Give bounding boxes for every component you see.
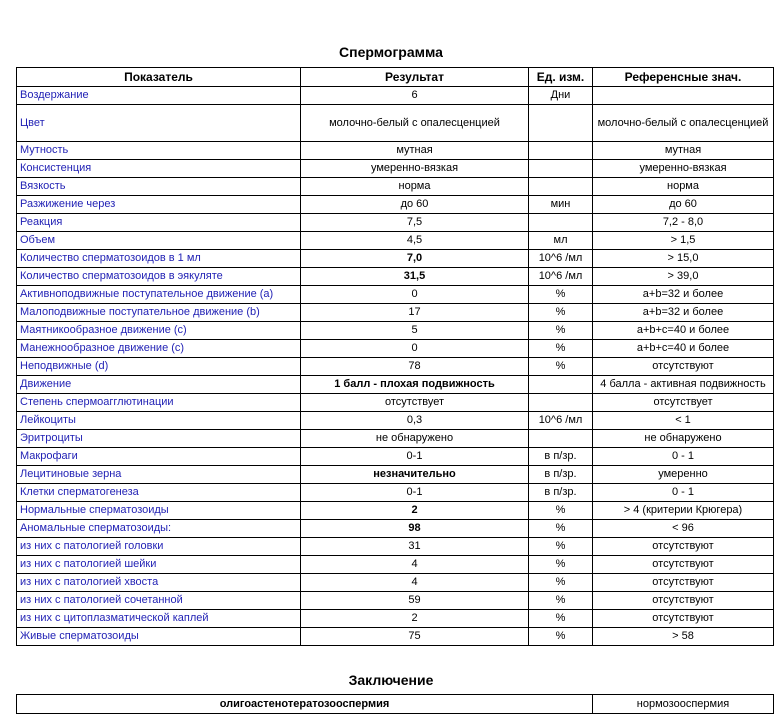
row-result: 4,5 — [301, 232, 529, 250]
row-reference: a+b+c=40 и более — [593, 322, 774, 340]
row-reference: до 60 — [593, 196, 774, 214]
row-reference: > 58 — [593, 628, 774, 646]
table-row — [17, 340, 774, 358]
row-indicator: Макрофаги — [17, 448, 301, 466]
row-indicator: Малоподвижные поступательное движение (b) — [17, 304, 301, 322]
table-row — [17, 286, 774, 304]
row-reference: 0 - 1 — [593, 484, 774, 502]
row-unit — [529, 178, 593, 196]
table-row — [17, 484, 774, 502]
row-result: до 60 — [301, 196, 529, 214]
row-result: 4 — [301, 556, 529, 574]
row-unit: 10^6 /мл — [529, 412, 593, 430]
row-result: 0-1 — [301, 484, 529, 502]
row-reference: < 96 — [593, 520, 774, 538]
row-indicator: Вязкость — [17, 178, 301, 196]
row-reference: 0 - 1 — [593, 448, 774, 466]
table-row — [17, 502, 774, 520]
row-indicator: из них с патологией шейки — [17, 556, 301, 574]
row-unit — [529, 105, 593, 142]
row-unit: в п/зр. — [529, 448, 593, 466]
row-reference: > 4 (критерии Крюгера) — [593, 502, 774, 520]
row-reference: a+b=32 и более — [593, 286, 774, 304]
table-row — [17, 628, 774, 646]
row-result: 2 — [301, 610, 529, 628]
table-row — [17, 196, 774, 214]
table-row — [17, 556, 774, 574]
row-indicator: Манежнообразное движение (c) — [17, 340, 301, 358]
row-reference: 4 балла - активная подвижность — [593, 376, 774, 394]
row-result: молочно-белый с опалесценцией — [301, 105, 529, 142]
row-unit: % — [529, 340, 593, 358]
row-indicator: Воздержание — [17, 87, 301, 105]
row-result: 75 — [301, 628, 529, 646]
row-reference — [593, 87, 774, 105]
row-result: 6 — [301, 87, 529, 105]
row-unit — [529, 142, 593, 160]
row-indicator: из них с цитоплазматической каплей — [17, 610, 301, 628]
row-unit: 10^6 /мл — [529, 268, 593, 286]
row-result: 17 — [301, 304, 529, 322]
table-row — [17, 430, 774, 448]
row-indicator: Консистенция — [17, 160, 301, 178]
row-indicator: из них с патологией сочетанной — [17, 592, 301, 610]
row-result: 59 — [301, 592, 529, 610]
row-result: 98 — [301, 520, 529, 538]
row-indicator: Реакция — [17, 214, 301, 232]
row-result: 7,0 — [301, 250, 529, 268]
table-row — [17, 105, 774, 142]
conclusion-title: Заключение — [348, 672, 434, 688]
row-indicator: Движение — [17, 376, 301, 394]
row-unit: % — [529, 574, 593, 592]
row-indicator: из них с патологией головки — [17, 538, 301, 556]
table-row — [17, 232, 774, 250]
row-indicator: Цвет — [17, 105, 301, 142]
row-result: 4 — [301, 574, 529, 592]
row-unit: в п/зр. — [529, 466, 593, 484]
row-reference: > 39,0 — [593, 268, 774, 286]
row-indicator: Степень спермоагглютинации — [17, 394, 301, 412]
row-unit: % — [529, 286, 593, 304]
row-result: незначительно — [301, 466, 529, 484]
row-unit — [529, 394, 593, 412]
row-unit — [529, 376, 593, 394]
header-indicator: Показатель — [17, 68, 301, 87]
row-reference: a+b=32 и более — [593, 304, 774, 322]
table-row — [17, 376, 774, 394]
row-result: 0-1 — [301, 448, 529, 466]
row-indicator: Мутность — [17, 142, 301, 160]
conclusion-value: олигоастенотератозооспермия — [17, 695, 593, 714]
row-reference: a+b+c=40 и более — [593, 340, 774, 358]
row-indicator: Неподвижные (d) — [17, 358, 301, 376]
row-result: мутная — [301, 142, 529, 160]
results-table — [16, 67, 774, 646]
row-indicator: Клетки сперматогенеза — [17, 484, 301, 502]
row-indicator: Лейкоциты — [17, 412, 301, 430]
table-header-row — [17, 68, 774, 87]
table-row — [17, 178, 774, 196]
row-reference: отсутствует — [593, 394, 774, 412]
row-unit: мл — [529, 232, 593, 250]
row-result: умеренно-вязкая — [301, 160, 529, 178]
row-reference: > 1,5 — [593, 232, 774, 250]
row-unit: % — [529, 322, 593, 340]
row-result: 0 — [301, 340, 529, 358]
row-result: 78 — [301, 358, 529, 376]
row-result: 2 — [301, 502, 529, 520]
row-unit: Дни — [529, 87, 593, 105]
row-result: не обнаружено — [301, 430, 529, 448]
header-result: Результат — [301, 68, 529, 87]
row-reference: умеренно-вязкая — [593, 160, 774, 178]
row-indicator: Объем — [17, 232, 301, 250]
row-unit — [529, 430, 593, 448]
row-reference: 7,2 - 8,0 — [593, 214, 774, 232]
row-unit: в п/зр. — [529, 484, 593, 502]
row-unit: % — [529, 520, 593, 538]
row-result: 5 — [301, 322, 529, 340]
row-reference: умеренно — [593, 466, 774, 484]
row-reference: отсутствуют — [593, 574, 774, 592]
table-row — [17, 214, 774, 232]
row-result: 0,3 — [301, 412, 529, 430]
row-indicator: Разжижение через — [17, 196, 301, 214]
header-reference: Референсные знач. — [593, 68, 774, 87]
row-unit: % — [529, 628, 593, 646]
table-row — [17, 574, 774, 592]
row-result: 0 — [301, 286, 529, 304]
row-reference: мутная — [593, 142, 774, 160]
row-reference: отсутствуют — [593, 556, 774, 574]
table-row — [17, 610, 774, 628]
table-row — [17, 394, 774, 412]
row-unit: 10^6 /мл — [529, 250, 593, 268]
row-result: 31 — [301, 538, 529, 556]
table-row — [17, 268, 774, 286]
row-unit: % — [529, 538, 593, 556]
row-unit: % — [529, 502, 593, 520]
row-result: 1 балл - плохая подвижность — [301, 376, 529, 394]
row-indicator: Количество сперматозоидов в эякуляте — [17, 268, 301, 286]
row-indicator: Эритроциты — [17, 430, 301, 448]
row-reference: < 1 — [593, 412, 774, 430]
table-body — [17, 87, 774, 646]
row-indicator: Аномальные сперматозоиды: — [17, 520, 301, 538]
row-result: 7,5 — [301, 214, 529, 232]
row-unit: % — [529, 592, 593, 610]
row-reference: отсутствуют — [593, 610, 774, 628]
conclusion-reference: нормозооспермия — [593, 695, 774, 714]
table-row — [17, 412, 774, 430]
row-reference: отсутствуют — [593, 538, 774, 556]
row-result: 31,5 — [301, 268, 529, 286]
row-indicator: Количество сперматозоидов в 1 мл — [17, 250, 301, 268]
table-row — [17, 87, 774, 105]
row-result: отсутствует — [301, 394, 529, 412]
page-title: Спермограмма — [339, 44, 443, 60]
table-row — [17, 250, 774, 268]
table-row — [17, 538, 774, 556]
header-unit: Ед. изм. — [529, 68, 593, 87]
row-unit — [529, 160, 593, 178]
row-unit: % — [529, 610, 593, 628]
row-reference: молочно-белый с опалесценцией — [593, 105, 774, 142]
table-row — [17, 142, 774, 160]
row-indicator: Живые сперматозоиды — [17, 628, 301, 646]
table-row — [17, 160, 774, 178]
row-result: норма — [301, 178, 529, 196]
row-indicator: Маятникообразное движение (c) — [17, 322, 301, 340]
row-unit: % — [529, 304, 593, 322]
row-indicator: Нормальные сперматозоиды — [17, 502, 301, 520]
conclusion-row — [17, 695, 774, 714]
table-row — [17, 358, 774, 376]
table-row — [17, 322, 774, 340]
row-indicator: Активноподвижные поступательное движение (a) — [17, 286, 301, 304]
table-row — [17, 520, 774, 538]
row-reference: отсутствуют — [593, 592, 774, 610]
table-row — [17, 592, 774, 610]
row-indicator: из них с патологией хвоста — [17, 574, 301, 592]
row-unit: % — [529, 556, 593, 574]
table-row — [17, 466, 774, 484]
row-unit — [529, 214, 593, 232]
row-reference: отсутствуют — [593, 358, 774, 376]
row-unit: мин — [529, 196, 593, 214]
row-reference: > 15,0 — [593, 250, 774, 268]
table-row — [17, 448, 774, 466]
table-row — [17, 304, 774, 322]
row-indicator: Лецитиновые зерна — [17, 466, 301, 484]
row-unit: % — [529, 358, 593, 376]
row-reference: не обнаружено — [593, 430, 774, 448]
conclusion-table — [16, 694, 774, 714]
row-reference: норма — [593, 178, 774, 196]
